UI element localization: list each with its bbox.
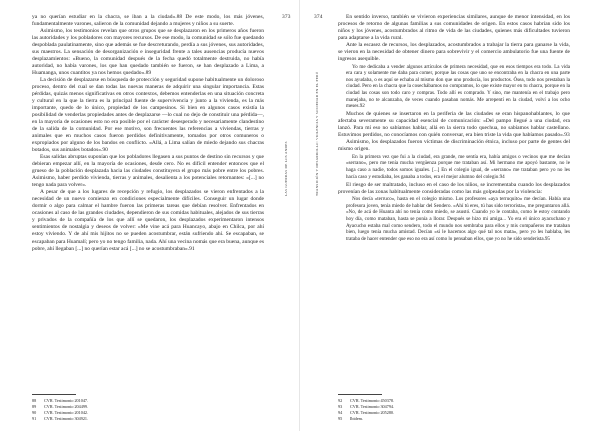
running-head-left: LAS GUERRAS DE LOS ANDES (284, 141, 288, 196)
body-paragraph: Muchos de quienes se insertaron en la periferia de las ciudades se eran hispanohablantes, lo que afectaba severamente su capacidad esencial de comunicación: «Del pampo llegué a una ciudad, era lanzó. Para mí eso no sabíamos hablar, allá en la sierra todo quechua, no sabíamos hablar castellano. Estuvimos perdidos, no conocíamos con quién conversar, era bien triste la vida que habíamos pasado».93 (338, 111, 570, 139)
body-paragraph: La decisión de desplazarse en búsqueda de protección y seguridad supone habitualmente un doloroso proceso, dentro del cual se dan todas las nuevas maneras de adquirir una singular importancia. Estas pérdidas, quizás menos significativas en otros contextos, debemos entenderlas en una situación concreta y cultural en la que la tierra es la principal fuente de supervivencia y junto a la vivienda, es la más importante, quedo de lo único, propiedad de los campesinos. Si bien en algunos casos existía la posibilidad de venderlas propiedades antes de desplazarse —lo cual no dejo de constituir una pérdida—, en la mayoría de ocasiones esto no era posible por el carácter desesperado y necesariamente clandestino de la salida de la comunidad. Por ese motivo, son frecuentes las referencias a viviendas, tierras y animales que en muchos casos fueron perdidos definitivamente, tomados por otros comuneros o expropiados por alguno de los bandos en conflicto. «Allá, a Lima salían de miedo dejando sus chacras botados, sus animales botados».90 (32, 77, 264, 154)
body-paragraph: Asimismo, los desplazados fueron víctimas de discriminación étnica, incluso por parte de gentes del mismo origen. (338, 139, 570, 153)
body-paragraph: A pesar de que a los lugares de recepción y refugio, los desplazados se vieron enfrentados a la necesidad de un nuevo comienzo en condiciones especialmente difíciles. Conseguir un lugar donde dormir o algo para calmar el hambre fueron las primeras tareas que debían resolver. Enfrentados en ocasiones al caso de las grandes ciudades, dependieron de sus comidas habituales, alejados de sus tierras y privados de la compañía de los que allí se quedaron, los desplazados experimentaron intensos sentimientos de nostalgia y deseos de volver: «Me vine acá para Huancayo, abajo en Chilca, por ahí estoy viviendo. Y de ahí mis hijitos no se pueden acostumbrar, están sufriendo ahí. Se escapaban, se escapaban para Huamalí; pero yo no tengo familia, nada. Ahí una vecina nomás que era buena, aunque es pobre, ahí llegaban [...] no querían estar acá [...] no se acostumbraban».91 (32, 189, 264, 252)
body-paragraph: Asimismo, los testimonios revelan que otros grupos que se desplazaron en los primeros años fueron las autoridades y los pobladores con mayores recursos. De ese modo, la comunidad se sólo fue quedando despoblada paulatinamente, sino que además se fue descreturando, perdía a sus jóvenes, sus autoridades, sus maestros. La sensación de desorganización e inseguridad frente a tales ausencias producía nuevos desplazamientos: «Bueno, la comunidad después de la fecha quedó totalmente destruida, no había autoridad, no había varones, los que han quedado también se fueron, se han desplazado a Lima, a Huamanga, unos cuantitos ya nos hemos quedado».89 (32, 28, 264, 77)
footnote-text: CVR. Testimonio 205280. (350, 409, 395, 415)
page-number-left: 373 (282, 14, 291, 20)
body-paragraph: Ante la escasez de recursos, los desplazados, acostumbrados a trabajar la tierra para ganarse la vida, se vieron en la necesidad de obtener dinero para sobrevivir y el comercio ambulatorio fue una fuente de ingresos asequible. (338, 42, 570, 63)
running-head-right: TRANSICIÓN Y DESARROLLO: VIOLENCIA Y SOCIEDAD EN EL PERÚ (315, 71, 319, 196)
footnotes-left (32, 398, 232, 422)
footnote-text: CVR. Testimonio 304794. (350, 403, 395, 409)
footnote-number: 92 (338, 398, 343, 403)
block-quote: Nos decía «terruco», hasta en el colegio mismo. Los profesores «aya terruquito» me decían. Había una profesora joven, tenía miedo de hablar del Sendero. «Ahí tú eres, tú has sido terrorista», me preguntaron allá. «No, de acá de Huanta ahí no tenía como miedo, se asustó. Cuando yo le contaba, como le estoy contando hoy día, como mataban, hasta se ponía a llorar. Después se hizo mi amiga... Yo era el único ayacuchano y Ayacucho estaba mal como sendero, todo el mundo nos sembraba para ellos y mis compañeros me trataban bien, luego tenía mucha amistad. Decían «si le hacemos algo qué tal nos mata», pero yo les hablaba, les trataba de hacer entender que eso no era así como lo pensaban ellos, que yo no he sido senderista.95 (346, 196, 570, 242)
footnote-number: 94 (338, 409, 343, 415)
footnote-number: 93 (338, 403, 343, 409)
footnote-rule-right (338, 394, 382, 395)
footnote-number: 89 (32, 403, 37, 409)
footnote-number: 91 (32, 415, 37, 421)
footnote (338, 416, 538, 422)
footnote-number: 90 (32, 409, 37, 415)
body-paragraph: En sentido inverso, también se vivieron experiencias similares, aunque de menor intensidad, en los procesos de retorno de algunas familias a sus comunidades de origen. En estos casos habrían sido los niños y los jóvenes, acostumbrados al ritmo de vida de las ciudades, quienes más dificultades tuvieron para adaptarse a la vida rural. (338, 14, 570, 42)
page-number-right: 374 (314, 14, 323, 20)
body-paragraph: Esas salidas abruptas suponían que los pobladores llegasen a sus puntos de destino sin recursos y que debieran empezar allí, en la mayoría de ocasiones, desde cero. No es difícil entender entonces que el grueso de la población desplazada hacia las ciudades constituyera el grupo más pobre entre los pobres. Asimismo, haber perdido vivienda, tierras y animales, desalienta a los potenciales retornantes: «[...] no tengo nada para volver». (32, 154, 264, 189)
footnote-text: CVR. Testimonio 201047. (44, 398, 89, 403)
block-quote: En la primera vez que fui a la ciudad, era grande, me sentía era, había amigos o vecinos que me decían «serrano», pero me tenía mucha vergüenza porque me trataban así. Mi hermano me apoyó bastante, no le haga caso a nadie, todos somos iguales. [...] En el colegio igual, de «serrano» me trataban pero yo no les hacía caso y estudiaba, les ganaba a todos, era el mejor alumno del colegio.94 (346, 153, 570, 180)
footnote-rule-left (32, 394, 76, 395)
footnote-text: Ibidem. (350, 415, 363, 421)
footnote (32, 416, 232, 422)
body-paragraph: El riesgo de ser maltratado, incluso en el caso de los niños, se incrementaba cuando los desplazados provenían de las zonas habitualmente consideradas como las más golpeadas por la violencia: (338, 181, 570, 195)
right-page (300, 0, 600, 431)
footnote-text: CVR. Testimonio 201042. (44, 409, 89, 415)
left-text-column (32, 14, 264, 253)
footnote-text: CVR. Testimonio 204499. (44, 403, 89, 409)
footnotes-right (338, 398, 538, 422)
block-quote: Yo me dedicaba a vender algunos artículos de primera necesidad, que en esos tiempos era todo. La vida era cara y solamente me daba para comer, porque las cosas que uno se encontraba en la chacra en una parte nos ayudaba, o es aquí se echaba al mismo don que uno producía, los productos. Ósea, todo nos prestaban la ciudad. Pero en la chacra que la cosechábamos no compramos, lo que existe mayor en tu chacra, porque en la ciudad las cosas son todo caro y compras. Todo allí es comprado. Y sino, me mantenía en el trabajo pero manejaba, no te alcanzaba, de veces cuando pasaban nomás. Me arrepentí en la ciudad, volví a los ocho meses.92 (346, 63, 570, 110)
right-text-column (338, 14, 570, 244)
footnote-number: 88 (32, 398, 37, 403)
footnote-text: CVR. Testimonio 450378. (350, 398, 395, 403)
footnote-number: 95 (338, 415, 343, 421)
footnote-text: CVR. Testimonio 304921. (44, 415, 89, 421)
body-paragraph: ya no querían estudiar en la chacra, se iban a la ciudad».88 De este modo, los más jóvenes, fundamentalmente varones, salieron de la comunidad dejando a mujeres y niños a su suerte. (32, 14, 264, 28)
